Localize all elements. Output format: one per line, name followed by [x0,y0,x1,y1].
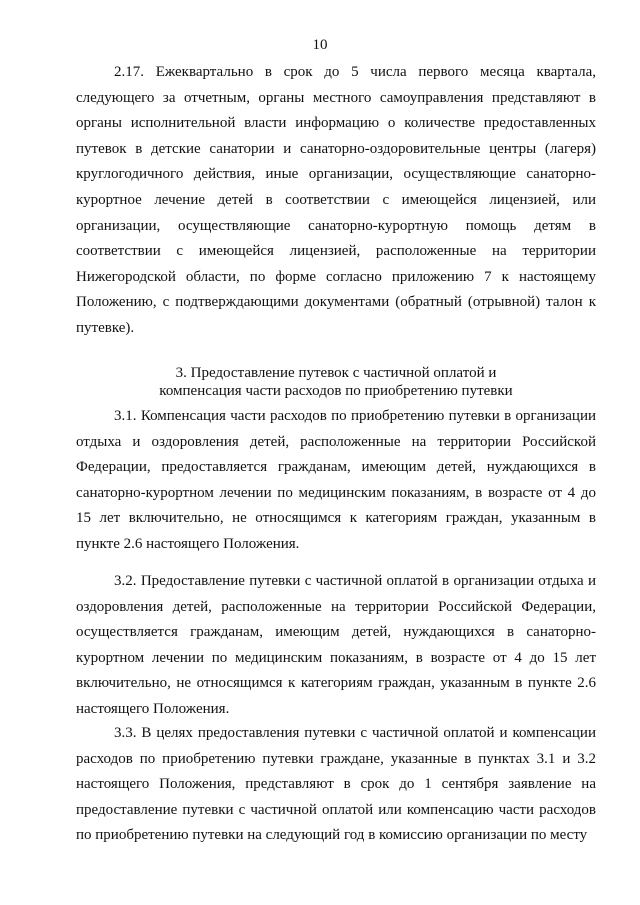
page-number: 10 [312,37,328,53]
section-3-heading-line-1: 3. Предоставление путевок с частичной оплатой и [175,365,497,381]
section-3-heading [76,364,596,400]
paragraph-3-1: 3.1. Компенсация части расходов по приобретению путевки в организации отдыха и оздоровления детей, расположенные на территории Российской Федерации, предоставляется гражданам, имеющим детей, нуждающихся в санаторно-курортном лечении по медицинским показаниям, в возрасте от 4 до 15 лет включительно, не относящимся к категориям граждан, указанным в пункте 2.6 настоящего Положения. [76,408,596,552]
paragraph-3-3: 3.3. В целях предоставления путевки с частичной оплатой и компенсации расходов по приобретению путевки граждане, указанные в пунктах 3.1 и 3.2 настоящего Положения, представляют в срок до 1 сентября заявление на предоставление путевки с частичной оплатой или компенсацию части расходов по приобретению путевки на следующий год в комиссию организации по месту [76,725,596,844]
paragraph-3-2: 3.2. Предоставление путевки с частичной оплатой в организации отдыха и оздоровления детей, расположенные на территории Российской Федерации, осуществляется гражданам, имеющим детей, нуждающихся в санаторно-курортном лечении по медицинским показаниям, в возрасте от 4 до 15 лет включительно, не относящимся к категориям граждан, указанным в пункте 2.6 настоящего Положения. [76,573,596,717]
section-3-heading-line-2: компенсация части расходов по приобретению путевки [159,383,513,399]
paragraph-2-17: 2.17. Ежеквартально в срок до 5 числа первого месяца квартала, следующего за отчетным, органы местного самоуправления представляют в органы исполнительной власти информацию о количестве предоставленных путевок в детские санатории и санаторно-оздоровительные центры (лагеря) круглогодичного действия, иные организации, осуществляющие санаторно-курортное лечение детей в соответствии с имеющейся лицензией, или организации, осуществляющие санаторно-курортную помощь детям в соответствии с имеющейся лицензией, расположенные на территории Нижегородской области, по форме согласно приложению 7 к настоящему Положению, с подтверждающими документами (обратный (отрывной) талон к путевке). [76,64,596,336]
